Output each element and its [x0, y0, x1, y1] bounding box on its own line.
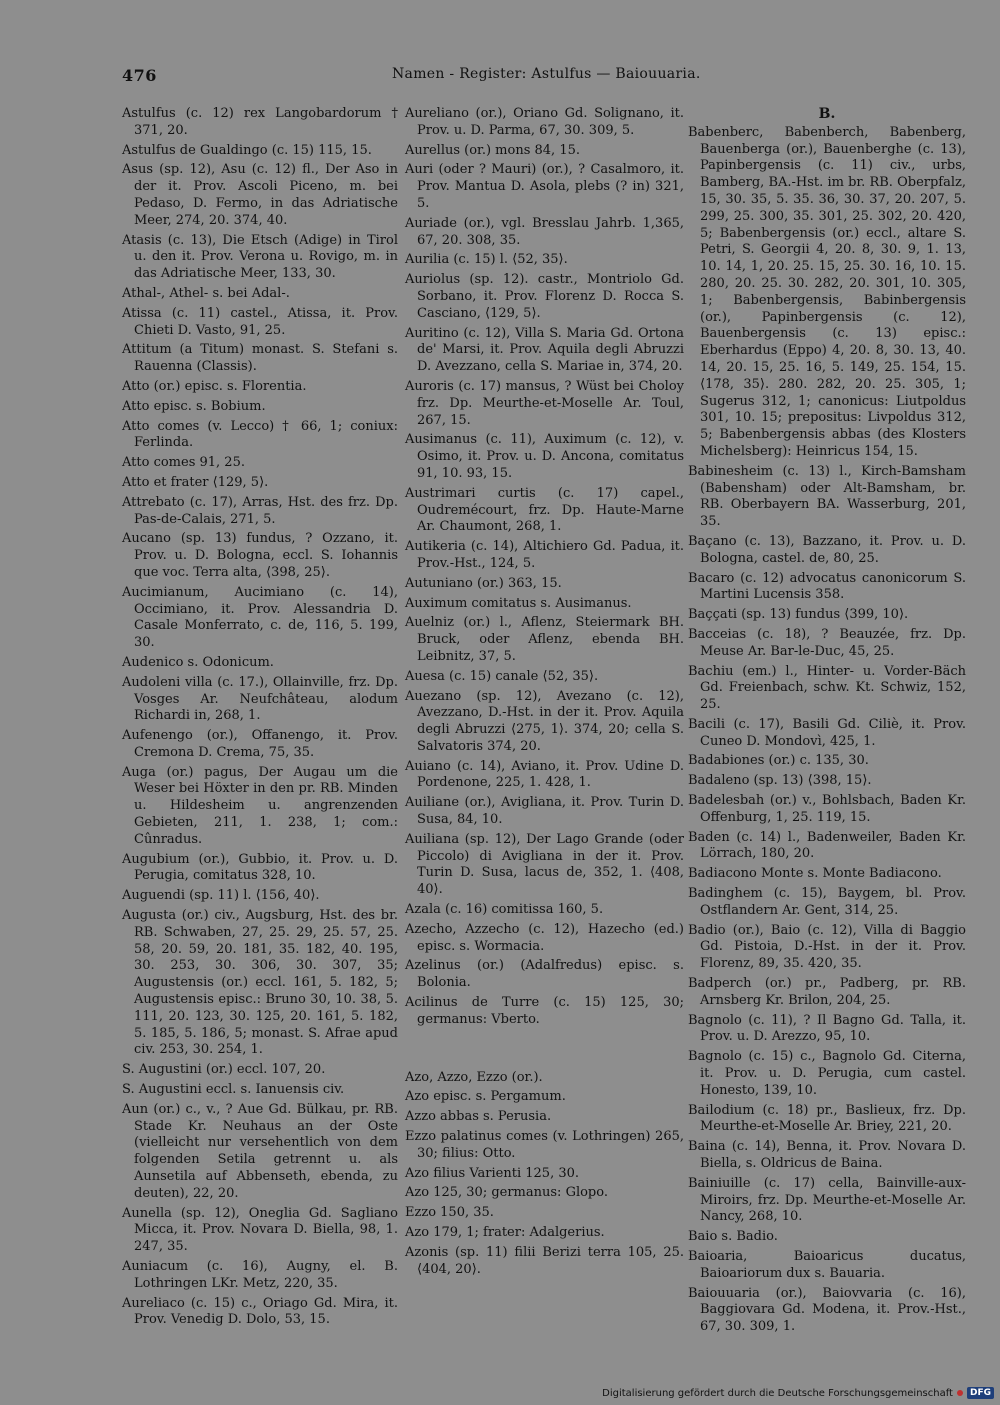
letter-heading: B.	[818, 106, 836, 122]
index-entry: Bacaro (c. 12) advocatus canonicorum S. Martini Lucensis 358.	[688, 570, 966, 603]
index-entry: Auri (oder ? Mauri) (or.), ? Casalmoro, it. Prov. Mantua D. Asola, plebs (? in) 321, 5.	[405, 162, 684, 211]
index-entry: Acilinus de Turre (c. 15) 125, 30; germanus: Vberto.	[405, 995, 684, 1027]
index-entry: Astulfus (c. 12) rex Langobardorum † 371, 20.	[122, 106, 398, 138]
index-entry: Aureliano (or.), Oriano Gd. Solignano, it. Prov. u. D. Parma, 67, 30. 309, 5.	[405, 106, 684, 138]
index-entry: Austrimari curtis (c. 17) capel., Oudremécourt, frz. Dp. Haute-Marne Ar. Chaumont, 268, 1.	[405, 485, 684, 535]
index-entry: Auriolus (sp. 12). castr., Montriolo Gd. Sorbano, it. Prov. Florenz D. Rocca S. Casciano, ⟨129, 5⟩.	[405, 272, 684, 321]
index-entry: Ausimanus (c. 11), Auximum (c. 12), v. Osimo, it. Prov. u. D. Ancona, comitatus 91, 10. 93, 15.	[405, 432, 684, 481]
index-entry: S. Augustini eccl. s. Ianuensis civ.	[122, 1082, 345, 1098]
index-entry: Auiliane (or.), Avigliana, it. Prov. Turin D. Susa, 84, 10.	[405, 795, 684, 828]
index-entry: Bacceias (c. 18), ? Beauzée, frz. Dp. Meuse Ar. Bar-le-Duc, 45, 25.	[688, 626, 966, 659]
index-entry: Auritino (c. 12), Villa S. Maria Gd. Ortona de' Marsi, it. Prov. Aquila degli Abruzzi D. Avezzano, cella S. Mariae in, 374, 20.	[405, 325, 684, 375]
index-entry: Azala (c. 16) comitissa 160, 5.	[405, 902, 604, 918]
index-entry: Bacili (c. 17), Basili Gd. Ciliè, it. Prov. Cuneo D. Mondovì, 425, 1.	[688, 716, 966, 749]
index-entry: Bagnolo (c. 15) c., Bagnolo Gd. Citerna, it. Prov. u. D. Perugia, cum castel. Honesto, 139, 10.	[688, 1049, 966, 1098]
index-entry: Azo 125, 30; germanus: Glopo.	[405, 1185, 608, 1201]
index-entry: Auiano (c. 14), Aviano, it. Prov. Udine D. Pordenone, 225, 1. 428, 1.	[405, 758, 684, 791]
index-entry: Azo filius Varienti 125, 30.	[405, 1165, 580, 1181]
index-entry: Badinghem (c. 15), Baygem, bl. Prov. Ostflandern Ar. Gent, 314, 25.	[688, 886, 966, 918]
index-entry: Badiacono Monte s. Monte Badiacono.	[688, 866, 942, 882]
index-entry: Badabiones (or.) c. 135, 30.	[688, 753, 869, 769]
index-entry: Astulfus de Gualdingo (c. 15) 115, 15.	[122, 142, 372, 158]
index-entry: Azzo abbas s. Perusia.	[405, 1109, 552, 1125]
index-entry: Bachiu (em.) l., Hinter- u. Vorder-Bäch Gd. Freienbach, schw. Kt. Schwiz, 152, 25.	[688, 663, 966, 713]
index-entry: Baçano (c. 13), Bazzano, it. Prov. u. D. Bologna, castel. de, 80, 25.	[688, 533, 966, 566]
index-entry: Auniacum (c. 16), Augny, el. B. Lothringen LKr. Metz, 220, 35.	[122, 1259, 398, 1291]
index-entry: Attitum (a Titum) monast. S. Stefani s. Rauenna (Classis).	[122, 342, 398, 375]
index-entry: Auriade (or.), vgl. Bresslau Jahrb. 1,365, 67, 20. 308, 35.	[405, 215, 684, 248]
index-entry: Babenberc, Babenberch, Babenberg, Bauenberga (or.), Bauenberghe (c. 13), Papinbergensis (c. 11) civ., urbs, Bamberg, BA.-Hst. im br. RB. Oberpfalz, 15, 30. 35, 5. 35. 36, 30. 37, 20. 207, 5. 299, 25. 300, 35. 301, 25. 302, 20. 420, 5; Babenbergensis (or.) eccl., altare S. Petri, S. Georgii 4, 20. 8, 30. 9, 1. 13, 10. 14, 1, 20. 25. 15, 25. 30. 16, 10. 15. 280, 20. 25. 30. 282, 20. 301, 10. 305, 1; Babenbergensis, Babinbergensis (or.), Papinbergensis (c. 12), Bauenbergensis (c. 13) episc.: Eberhardus (Eppo) 4, 20. 8, 30. 13, 40. 14, 20. 15, 25. 16, 5. 149, 25. 154, 15. ⟨178, 35⟩. 280. 282, 20. 25. 305, 1; Sugerus 312, 1; canonicus: Liutpoldus 301, 10. 15; prepositus: Livpoldus 312, 5; Babenbergensis abbas (des Klosters Michelsberg): Heinricus 154, 15.	[688, 124, 966, 459]
index-entry: Augusta (or.) civ., Augsburg, Hst. des br. RB. Schwaben, 27, 25. 29, 25. 57, 25. 58, 20. 59, 20. 181, 35. 182, 40. 195, 30. 253, 30. 306, 30. 307, 35; Augustensis (or.) eccl. 161, 5. 182, 5; Augustensis episc.: Bruno 30, 10. 38, 5. 111, 20. 123, 30. 125, 20. 161, 5. 182, 5. 185, 5. 186, 5; monast. S. Afrae apud civ. 253, 30. 254, 1.	[122, 908, 398, 1058]
index-entry: Baden (c. 14) l., Badenweiler, Baden Kr. Lörrach, 180, 20.	[688, 829, 966, 862]
index-entry: Aurilia (c. 15) l. ⟨52, 35⟩.	[405, 252, 568, 268]
index-entry: Atto episc. s. Bobium.	[122, 398, 266, 414]
index-entry: Auga (or.) pagus, Der Augau um die Weser bei Höxter in den pr. RB. Minden u. Hildesheim u. angrenzenden Gebieten, 211, 1. 238, 1; com.: Cûnradus.	[122, 764, 398, 847]
index-entry: Attrebato (c. 17), Arras, Hst. des frz. Dp. Pas-de-Calais, 271, 5.	[122, 494, 398, 527]
index-entry: Badaleno (sp. 13) ⟨398, 15⟩.	[688, 773, 872, 789]
index-entry: Aureliaco (c. 15) c., Oriago Gd. Mira, it. Prov. Venedig D. Dolo, 53, 15.	[122, 1295, 398, 1328]
index-entry: Audoleni villa (c. 17.), Ollainville, frz. Dp. Vosges Ar. Neufchâteau, alodum Richardi in, 268, 1.	[122, 674, 398, 724]
index-column-2	[405, 106, 684, 1281]
index-entry: Auelniz (or.) l., Aflenz, Steiermark BH. Bruck, oder Aflenz, ebenda BH. Leibnitz, 37, 5.	[405, 615, 684, 664]
funding-credit: Digitalisierung gefördert durch die Deutsche Forschungsgemeinschaft	[602, 1387, 953, 1399]
index-entry: Baiouuaria (or.), Baiovvaria (c. 16), Baggiovara Gd. Modena, it. Prov.-Hst., 67, 30. 309, 1.	[688, 1285, 966, 1335]
index-entry: Bainiuille (c. 17) cella, Bainville-aux-Miroirs, frz. Dp. Meurthe-et-Moselle Ar. Nancy, 268, 10.	[688, 1175, 966, 1225]
index-entry: Augubium (or.), Gubbio, it. Prov. u. D. Perugia, comitatus 328, 10.	[122, 851, 398, 884]
index-entry: Aufenengo (or.), Offanengo, it. Prov. Cremona D. Crema, 75, 35.	[122, 728, 398, 760]
index-entry: Atissa (c. 11) castel., Atissa, it. Prov. Chieti D. Vasto, 91, 25.	[122, 305, 398, 338]
index-entry: Bagnolo (c. 11), ? Il Bagno Gd. Talla, it. Prov. u. D. Arezzo, 95, 10.	[688, 1012, 966, 1045]
index-entry: Baina (c. 14), Benna, it. Prov. Novara D. Biella, s. Oldricus de Baina.	[688, 1139, 966, 1172]
index-entry: Baioaria, Baioaricus ducatus, Baioariorum dux s. Bauaria.	[688, 1249, 966, 1281]
page-header	[122, 66, 980, 88]
index-entry: Aucimianum, Aucimiano (c. 14), Occimiano, it. Prov. Alessandria D. Casale Monferrato, c. de, 116, 5. 199, 30.	[122, 584, 398, 651]
index-entry: Athal-, Athel- s. bei Adal-.	[122, 285, 290, 301]
index-entry: Auximum comitatus s. Ausimanus.	[405, 595, 632, 611]
digitization-footer	[602, 1387, 994, 1399]
dfg-logo: DFG	[967, 1387, 994, 1399]
index-entry: Badio (or.), Baio (c. 12), Villa di Baggio Gd. Pistoia, D.-Hst. in der it. Prov. Florenz, 89, 35. 420, 35.	[688, 922, 966, 972]
index-entry: Azonis (sp. 11) filii Berizi terra 105, 25. ⟨404, 20⟩.	[405, 1244, 684, 1277]
index-entry: Bailodium (c. 18) pr., Baslieux, frz. Dp. Meurthe-et-Moselle Ar. Briey, 221, 20.	[688, 1102, 966, 1135]
index-entry: Audenico s. Odonicum.	[122, 654, 274, 670]
index-entry: Badperch (or.) pr., Padberg, pr. RB. Arnsberg Kr. Brilon, 204, 25.	[688, 976, 966, 1008]
index-entry: Auroris (c. 17) mansus, ? Wüst bei Choloy frz. Dp. Meurthe-et-Moselle Ar. Toul, 267, 15.	[405, 378, 684, 428]
index-entry: Azecho, Azzecho (c. 12), Hazecho (ed.) episc. s. Wormacia.	[405, 921, 684, 954]
index-entry: Babinesheim (c. 13) l., Kirch-Bamsham (Babensham) oder Alt-Bamsham, br. RB. Oberbayern BA. Wasserburg, 201, 35.	[688, 463, 966, 530]
index-entry: Atto comes (v. Lecco) † 66, 1; coniux: Ferlinda.	[122, 418, 398, 451]
index-entry: Auguendi (sp. 11) l. ⟨156, 40⟩.	[122, 888, 320, 904]
page-number: 476	[122, 66, 157, 85]
index-entry: Aucano (sp. 13) fundus, ? Ozzano, it. Prov. u. D. Bologna, eccl. S. Iohannis que voc. Terra alta, ⟨398, 25⟩.	[122, 531, 398, 580]
running-title: Namen - Register: Astulfus — Baiouuaria.	[392, 66, 701, 82]
index-entry: Auezano (sp. 12), Avezano (c. 12), Avezzano, D.-Hst. in der it. Prov. Aquila degli Abruzzi ⟨275, 1⟩. 374, 20; cella S. Salvatoris 374, 20.	[405, 688, 684, 754]
register-page	[100, 48, 980, 1376]
index-entry: Badelesbah (or.) v., Bohlsbach, Baden Kr. Offenburg, 1, 25. 119, 15.	[688, 793, 966, 825]
index-entry: Asus (sp. 12), Asu (c. 12) fl., Der Aso in der it. Prov. Ascoli Piceno, m. bei Pedaso, D. Fermo, in das Adriatische Meer, 274, 20. 374, 40.	[122, 162, 398, 228]
index-entry: Ezzo palatinus comes (v. Lothringen) 265, 30; filius: Otto.	[405, 1129, 684, 1161]
index-entry: S. Augustini (or.) eccl. 107, 20.	[122, 1062, 326, 1078]
index-entry: Baio s. Badio.	[688, 1229, 778, 1245]
dfg-mark-icon	[957, 1390, 963, 1396]
index-entry: Aurellus (or.) mons 84, 15.	[405, 142, 580, 158]
index-entry: Atto comes 91, 25.	[122, 455, 245, 471]
index-entry: Auiliana (sp. 12), Der Lago Grande (oder Piccolo) di Avigliana in der it. Prov. Turin D. Susa, lacus de, 352, 1. ⟨408, 40⟩.	[405, 831, 684, 898]
index-column-1	[122, 106, 398, 1332]
index-entry: Azelinus (or.) (Adalfredus) episc. s. Bolonia.	[405, 958, 684, 991]
index-entry: Autikeria (c. 14), Altichiero Gd. Padua, it. Prov.-Hst., 124, 5.	[405, 539, 684, 571]
index-entry: Baççati (sp. 13) fundus ⟨399, 10⟩.	[688, 607, 909, 623]
section-gap	[405, 1032, 684, 1070]
index-entry: Auesa (c. 15) canale ⟨52, 35⟩.	[405, 668, 599, 684]
index-entry: Azo episc. s. Pergamum.	[405, 1089, 566, 1105]
index-entry: Atto et frater ⟨129, 5⟩.	[122, 474, 269, 490]
index-entry: Aun (or.) c., v., ? Aue Gd. Bülkau, pr. RB. Stade Kr. Neuhaus an der Oste (vielleicht nur versehentlich von dem folgenden Setila getrennt u. als Aunsetila auf Abbenseth, ebenda, zu deuten), 22, 20.	[122, 1101, 398, 1201]
index-entry: Ezzo 150, 35.	[405, 1205, 494, 1221]
index-column-3	[688, 106, 966, 1339]
index-entry: Aunella (sp. 12), Oneglia Gd. Sagliano Micca, it. Prov. Novara D. Biella, 98, 1. 247, 35.	[122, 1205, 398, 1255]
index-entry: Azo, Azzo, Ezzo (or.).	[405, 1069, 543, 1085]
index-entry: Autuniano (or.) 363, 15.	[405, 575, 562, 591]
index-entry: Atto (or.) episc. s. Florentia.	[122, 378, 307, 394]
index-entry: Atasis (c. 13), Die Etsch (Adige) in Tirol u. den it. Prov. Verona u. Rovigo, m. in das Adriatische Meer, 133, 30.	[122, 232, 398, 282]
index-entry: Azo 179, 1; frater: Adalgerius.	[405, 1225, 605, 1241]
